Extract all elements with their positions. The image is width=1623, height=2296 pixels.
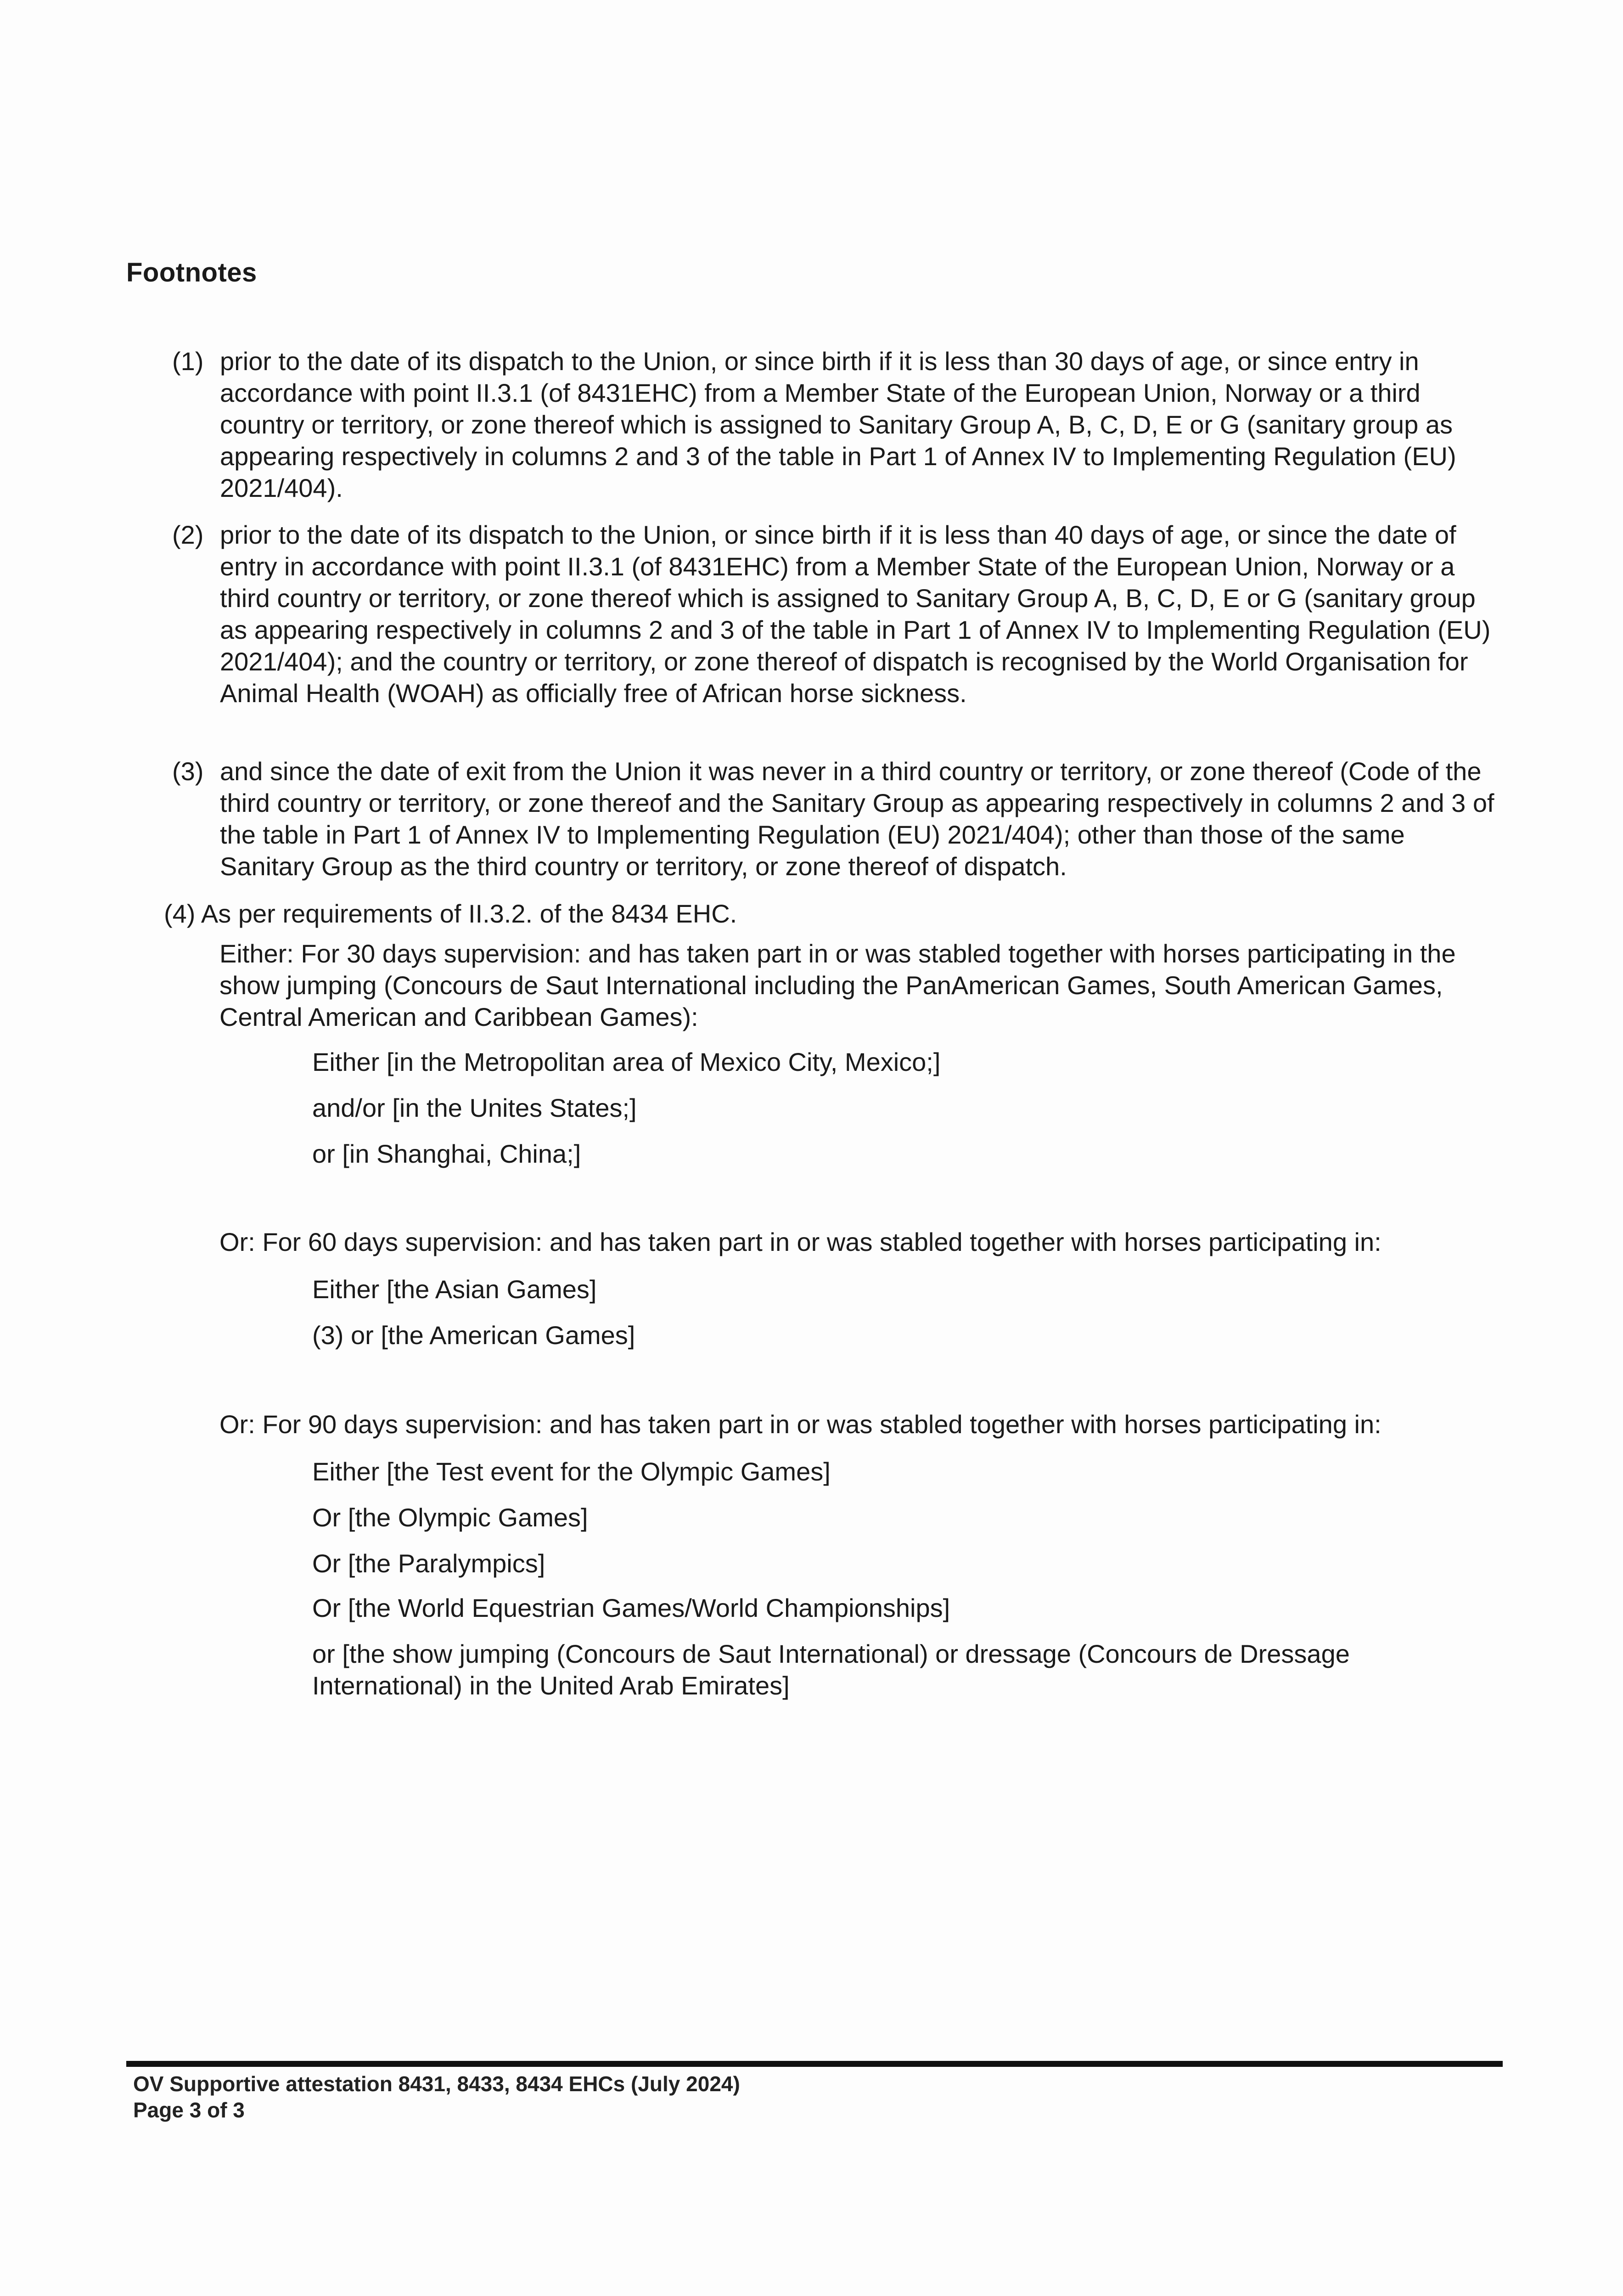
footnote-number: (2) [172, 520, 204, 549]
option-90-item: Or [the Paralympics] [312, 1549, 545, 1578]
option-90-item: Or [the World Equestrian Games/World Championships] [312, 1593, 950, 1622]
option-90-item: Either [the Test event for the Olympic Games] [312, 1457, 831, 1486]
footnote-text: prior to the date of its dispatch to the Union, or since birth if it is less than 40 days of age, or since the date of entry in accordance with point II.3.1 (of 8431EHC) from a Member State of the European Union, Norway or a third country or territory, or zone thereof which is assigned to Sanitary Group A, B, C, D, E or G (sanitary group as appearing respectively in columns 2 and 3 of the table in Part 1 of Annex IV to Implementing Regulation (EU) 2021/404); and the country or territory, or zone thereof of dispatch is recognised by the World Organisation for Animal Health (WOAH) as officially free of African horse sickness. [220, 520, 1491, 708]
footnote-number: (3) [172, 757, 204, 786]
option-90-days-intro: Or: For 90 days supervision: and has taken part in or was stabled together with horses participating in: [219, 1410, 1382, 1439]
footnote-text: and since the date of exit from the Union it was never in a third country or territory, or zone thereof (Code of the third country or territory, or zone thereof and the Sanitary Group as appearing respectively in columns 2 and 3 of the table in Part 1 of Annex IV to Implementing Regulation (EU) 2021/404); other than those of the same Sanitary Group as the third country or territory, or zone thereof of dispatch. [220, 757, 1494, 881]
option-30-item: Either [in the Metropolitan area of Mexico City, Mexico;] [312, 1047, 941, 1076]
option-90-item: Or [the Olympic Games] [312, 1503, 588, 1532]
footnote-1 [172, 345, 1494, 504]
footnote-2 [172, 519, 1494, 709]
option-90-item: or [the show jumping (Concours de Saut International) or dressage (Concours de Dressage International) in the United Arab Emirates] [312, 1639, 1350, 1700]
option-60-item: (3) or [the American Games] [312, 1321, 635, 1350]
option-30-days-intro: Either: For 30 days supervision: and has taken part in or was stabled together with horses participating in the show jumping (Concours de Saut International including the PanAmerican Games, South American Games, Central American and Caribbean Games): [219, 939, 1456, 1031]
footer-divider [126, 2061, 1503, 2067]
footnote-text: prior to the date of its dispatch to the Union, or since birth if it is less than 30 days of age, or since entry in accordance with point II.3.1 (of 8431EHC) from a Member State of the European Union, Norway or a third country or territory, or zone thereof which is assigned to Sanitary Group A, B, C, D, E or G (sanitary group as appearing respectively in columns 2 and 3 of the table in Part 1 of Annex IV to Implementing Regulation (EU) 2021/404). [220, 347, 1456, 502]
footnote-3 [172, 755, 1494, 882]
footnote-number: (1) [172, 347, 204, 376]
footnote-4-heading: (4) As per requirements of II.3.2. of the 8434 EHC. [164, 899, 737, 928]
option-30-item: or [in Shanghai, China;] [312, 1139, 581, 1168]
footnotes-heading: Footnotes [126, 258, 257, 287]
footer-title: OV Supportive attestation 8431, 8433, 8434 EHCs (July 2024) [133, 2072, 740, 2096]
option-30-item: and/or [in the Unites States;] [312, 1093, 637, 1122]
option-60-days-intro: Or: For 60 days supervision: and has taken part in or was stabled together with horses participating in: [219, 1227, 1382, 1256]
footer-page-number: Page 3 of 3 [133, 2098, 245, 2122]
option-60-item: Either [the Asian Games] [312, 1275, 597, 1304]
